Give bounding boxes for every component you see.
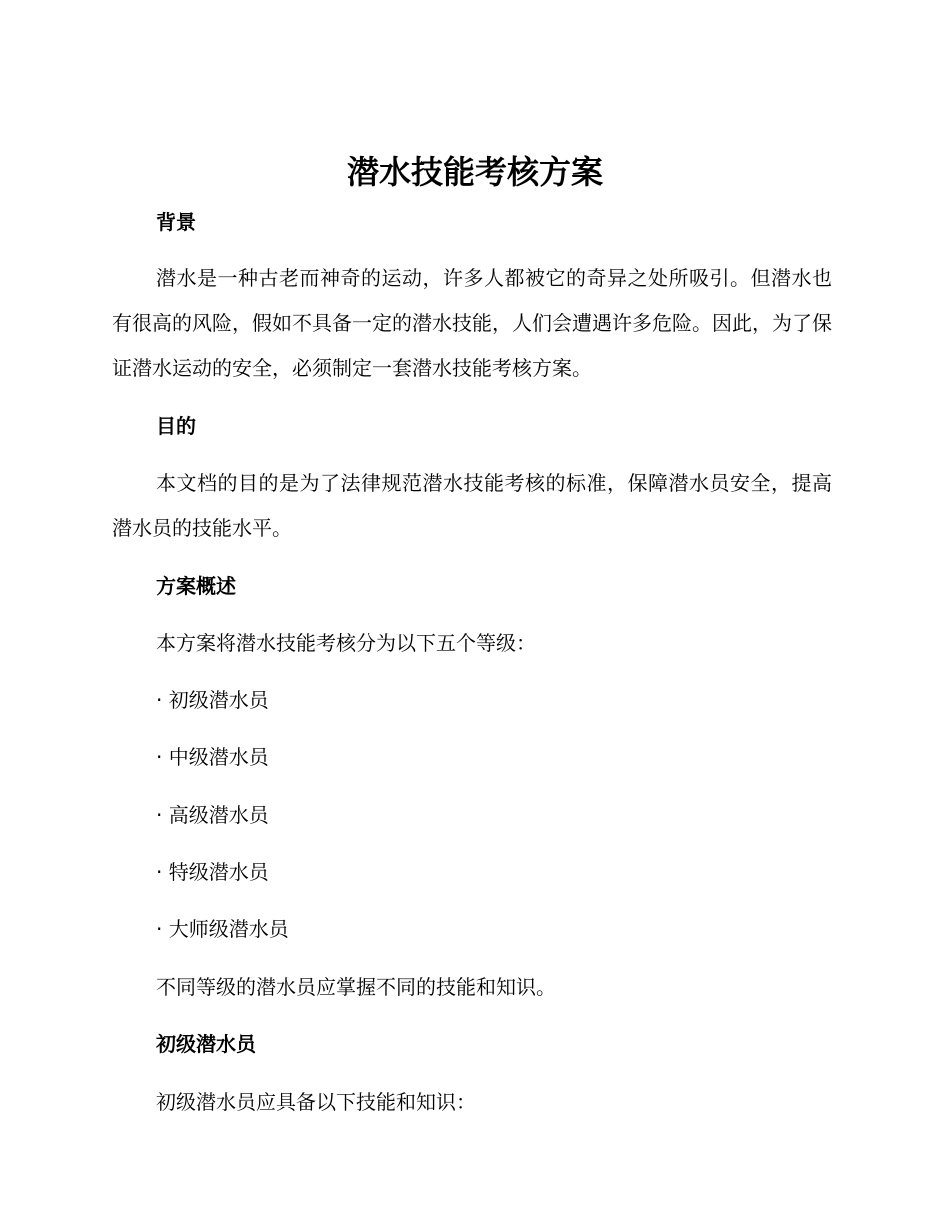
section-heading-junior: 初级潜水员 xyxy=(156,1032,256,1056)
section-heading-overview: 方案概述 xyxy=(156,574,236,598)
purpose-paragraph: 本文档的目的是为了法律规范潜水技能考核的标准，保障潜水员安全，提高潜水员的技能水平。 xyxy=(112,471,832,540)
list-item-level: · 中级潜水员 xyxy=(156,745,269,769)
background-paragraph: 潜水是一种古老而神奇的运动，许多人都被它的奇异之处所吸引。但潜水也有很高的风险，假如不具备一定的潜水技能，人们会遭遇许多危险。因此，为了保证潜水运动的安全，必须制定一套潜水技能考核方案。 xyxy=(112,266,832,380)
overview-closing: 不同等级的潜水员应掌握不同的技能和知识。 xyxy=(156,975,556,999)
list-item-level: · 特级潜水员 xyxy=(156,860,269,884)
overview-intro: 本方案将潜水技能考核分为以下五个等级： xyxy=(156,631,536,655)
list-item-level: · 大师级潜水员 xyxy=(156,917,289,941)
list-item-level: · 初级潜水员 xyxy=(156,688,269,712)
document-title: 潜水技能考核方案 xyxy=(346,153,603,191)
section-heading-background: 背景 xyxy=(156,210,196,234)
list-item-level: · 高级潜水员 xyxy=(156,803,269,827)
section-heading-purpose: 目的 xyxy=(156,414,196,438)
junior-intro: 初级潜水员应具备以下技能和知识： xyxy=(156,1090,476,1114)
